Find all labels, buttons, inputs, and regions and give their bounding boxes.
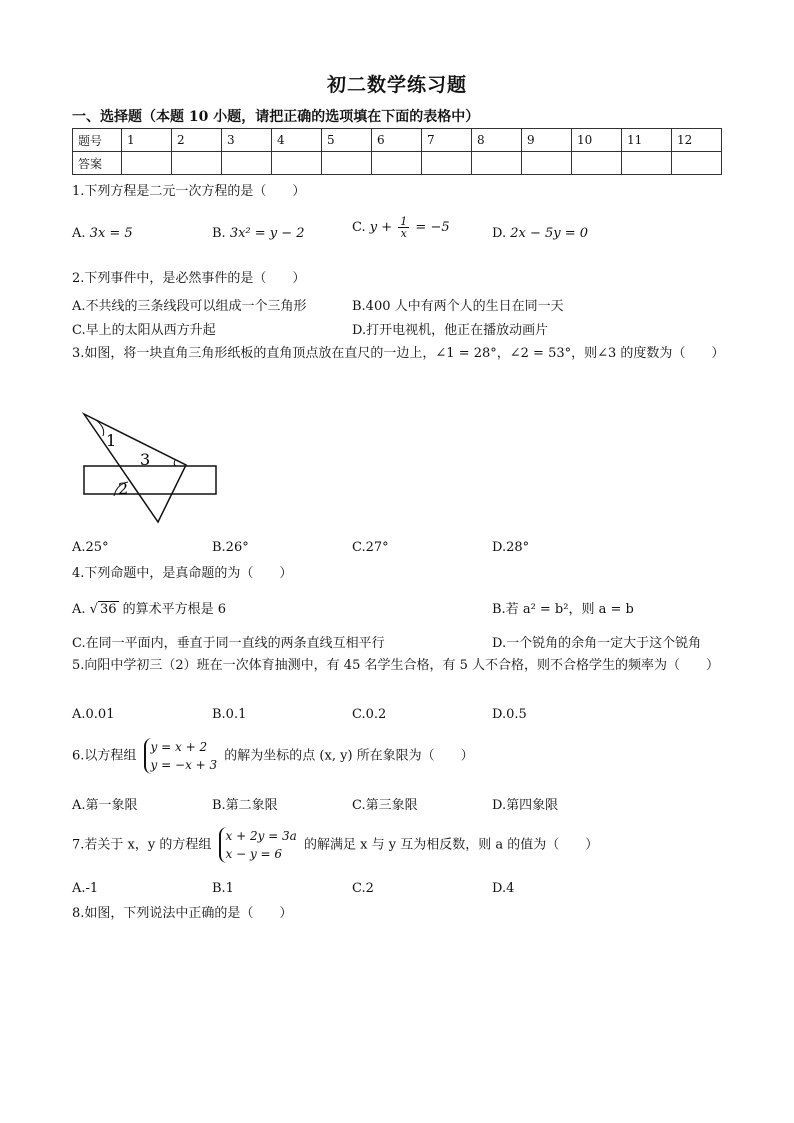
q5-option-c: C.0.2 <box>352 707 387 722</box>
q4-option-b: B.若 a² = b²，则 a = b <box>492 602 634 617</box>
option-math: y + <box>369 220 393 235</box>
sqrt-radicand: 36 <box>99 602 117 617</box>
equation-system <box>219 827 297 863</box>
q2-option-b: B.400 人中有两个人的生日在同一天 <box>352 299 564 314</box>
page-title: 初二数学练习题 <box>326 74 467 96</box>
option-math: 3x² = y − 2 <box>229 226 305 241</box>
q7-prefix: 7.若关于 x，y 的方程组 <box>72 837 212 853</box>
question-7-stem <box>72 827 598 863</box>
q3-option-b: B.26° <box>212 540 249 555</box>
question-number-cell: 8 <box>472 129 522 152</box>
triangle-shape <box>84 414 186 522</box>
answer-table <box>72 128 722 175</box>
question-number-cell: 12 <box>672 129 722 152</box>
section-heading: 一、选择题（本题 10 小题，请把正确的选项填在下面的表格中） <box>72 109 480 125</box>
answer-cell[interactable] <box>322 152 372 175</box>
fraction <box>398 216 409 239</box>
question-number-cell: 7 <box>422 129 472 152</box>
answer-cell[interactable] <box>472 152 522 175</box>
row-label-number: 题号 <box>73 129 122 152</box>
question-number-cell: 1 <box>122 129 172 152</box>
row-label-answer: 答案 <box>73 152 122 175</box>
answer-cell[interactable] <box>272 152 322 175</box>
answer-cell[interactable] <box>622 152 672 175</box>
equation-2: y = −x + 3 <box>150 758 218 772</box>
q5-option-a: A.0.01 <box>72 707 115 722</box>
q6-option-c: C.第三象限 <box>352 798 418 813</box>
answer-cell[interactable] <box>522 152 572 175</box>
question-number-cell: 9 <box>522 129 572 152</box>
question-number-cell: 5 <box>322 129 372 152</box>
option-label: C. <box>352 220 366 235</box>
answer-cell[interactable] <box>422 152 472 175</box>
q5-option-d: D.0.5 <box>492 707 527 722</box>
fraction-denominator: x <box>400 227 407 240</box>
q1-option-d <box>492 226 588 241</box>
answer-cell[interactable] <box>172 152 222 175</box>
angle-label-3: 3 <box>140 450 151 469</box>
q6-option-b: B.第二象限 <box>212 798 278 813</box>
answer-cell[interactable] <box>672 152 722 175</box>
sqrt-sign: √ <box>89 602 98 617</box>
table-row-answers <box>73 152 722 175</box>
question-number-cell: 2 <box>172 129 222 152</box>
q7-option-b: B.1 <box>212 881 234 896</box>
q1-option-c <box>352 216 450 239</box>
angle-label-2: 2 <box>118 479 129 498</box>
option-label: B. <box>212 226 226 241</box>
q6-option-a: A.第一象限 <box>72 798 138 813</box>
option-label: A. <box>72 226 86 241</box>
question-number-cell: 4 <box>272 129 322 152</box>
q7-option-d: D.4 <box>492 881 515 896</box>
question-5-stem: 5.向阳中学初三（2）班在一次体育抽测中，有 45 名学生合格，有 5 人不合格，则不合格学生的频率为（ ） <box>72 658 720 673</box>
answer-cell[interactable] <box>372 152 422 175</box>
equation-1: x + 2y = 3a <box>225 829 297 843</box>
q7-suffix: 的解满足 x 与 y 互为相反数，则 a 的值为（ ） <box>303 837 599 853</box>
q7-option-a: A.-1 <box>72 881 99 896</box>
q2-option-d: D.打开电视机，他正在播放动画片 <box>352 323 549 338</box>
option-text: 的算术平方根是 6 <box>122 602 227 617</box>
question-6-stem <box>72 738 474 774</box>
question-2-stem: 2.下列事件中，是必然事件的是（ ） <box>72 271 306 286</box>
q1-option-b <box>212 226 305 241</box>
question-1-stem: 1.下列方程是二元一次方程的是（ ） <box>72 184 306 199</box>
angle-3-arc <box>174 460 176 466</box>
q2-option-c: C.早上的太阳从西方升起 <box>72 323 216 338</box>
angle-label-1: 1 <box>106 431 117 450</box>
option-label: A. <box>72 602 86 617</box>
question-4-stem: 4.下列命题中，是真命题的为（ ） <box>72 566 293 581</box>
equation-system <box>144 738 218 774</box>
q4-option-c: C.在同一平面内，垂直于同一直线的两条直线互相平行 <box>72 636 385 651</box>
answer-cell[interactable] <box>122 152 172 175</box>
option-math: = −5 <box>415 220 450 235</box>
question-number-cell: 10 <box>572 129 622 152</box>
question-number-cell: 6 <box>372 129 422 152</box>
q1-option-a <box>72 226 133 241</box>
q6-option-d: D.第四象限 <box>492 798 559 813</box>
option-math: 3x = 5 <box>89 226 133 241</box>
ruler-triangle-figure <box>70 410 230 528</box>
answer-cell[interactable] <box>572 152 622 175</box>
ruler-shape <box>84 466 216 494</box>
q3-option-d: D.28° <box>492 540 530 555</box>
question-3-stem: 3.如图，将一块直角三角形纸板的直角顶点放在直尺的一边上，∠1 = 28°，∠2 = 53°，则∠3 的度数为（ ） <box>72 346 725 361</box>
q6-suffix: 的解为坐标的点 (x, y) 所在象限为（ ） <box>224 748 474 764</box>
question-number-cell: 11 <box>622 129 672 152</box>
q2-option-a: A.不共线的三条线段可以组成一个三角形 <box>72 299 307 314</box>
question-number-cell: 3 <box>222 129 272 152</box>
q4-option-a <box>72 598 226 617</box>
option-math: 2x − 5y = 0 <box>510 226 589 241</box>
option-label: D. <box>492 226 507 241</box>
q3-option-c: C.27° <box>352 540 389 555</box>
answer-cell[interactable] <box>222 152 272 175</box>
equation-1: y = x + 2 <box>150 740 208 754</box>
question-8-stem: 8.如图，下列说法中正确的是（ ） <box>72 906 293 921</box>
q4-option-d: D.一个锐角的余角一定大于这个锐角 <box>492 636 702 651</box>
q7-option-c: C.2 <box>352 881 374 896</box>
table-row-numbers <box>73 129 722 152</box>
fraction-numerator: 1 <box>400 215 408 228</box>
q6-prefix: 6.以方程组 <box>72 748 137 764</box>
q3-option-a: A.25° <box>72 540 109 555</box>
q5-option-b: B.0.1 <box>212 707 247 722</box>
equation-2: x − y = 6 <box>225 847 283 861</box>
